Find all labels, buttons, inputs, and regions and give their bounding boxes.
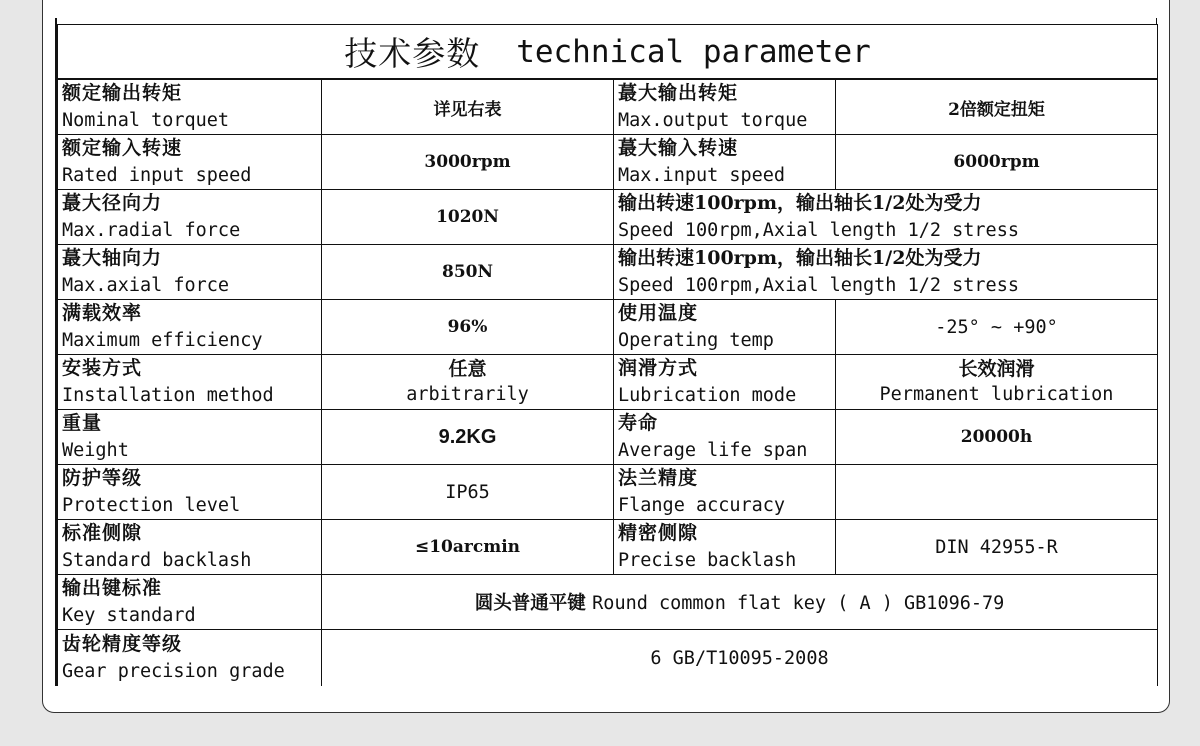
param-label: 防护等级 Protection level — [58, 465, 322, 520]
param-label: 寿命 Average life span — [614, 410, 836, 465]
param-note: 输出转速100rpm，输出轴长1/2处为受力 Speed 100rpm,Axial length 1/2 stress — [614, 190, 1158, 245]
parameter-table — [57, 79, 1158, 686]
param-label: 额定输出转矩 Nominal torquet — [58, 80, 322, 135]
table-row — [58, 575, 1158, 630]
param-label: 使用温度 Operating temp — [614, 300, 836, 355]
table-row — [58, 135, 1158, 190]
param-label: 标准侧隙 Standard backlash — [58, 520, 322, 575]
table-row — [58, 410, 1158, 465]
param-value: 96% — [322, 300, 614, 355]
param-label: 齿轮精度等级 Gear precision grade — [58, 630, 322, 687]
param-label: 额定输入转速 Rated input speed — [58, 135, 322, 190]
param-value: 3000rpm — [322, 135, 614, 190]
param-value: 详见右表 — [322, 80, 614, 135]
param-label: 润滑方式 Lubrication mode — [614, 355, 836, 410]
table-row — [58, 355, 1158, 410]
param-value: DIN 42955-R — [836, 520, 1158, 575]
title-chinese: 技术参数 — [344, 34, 481, 73]
param-label: 重量 Weight — [58, 410, 322, 465]
param-value — [836, 465, 1158, 520]
param-label: 蕞大轴向力 Max.axial force — [58, 245, 322, 300]
table-row — [58, 190, 1158, 245]
table-row — [58, 465, 1158, 520]
param-value: 6000rpm — [836, 135, 1158, 190]
param-label: 安装方式 Installation method — [58, 355, 322, 410]
param-label: 蕞大输入转速 Max.input speed — [614, 135, 836, 190]
table-row — [58, 520, 1158, 575]
table-row — [58, 245, 1158, 300]
param-value: 20000h — [836, 410, 1158, 465]
param-label: 满载效率 Maximum efficiency — [58, 300, 322, 355]
table-row — [58, 300, 1158, 355]
sheet-title — [57, 24, 1158, 79]
param-label: 输出键标准 Key standard — [58, 575, 322, 630]
param-value: 1020N — [322, 190, 614, 245]
param-value: 圆头普通平键 Round common flat key ( A ) GB1096-79 — [322, 575, 1158, 630]
param-value: 2倍额定扭矩 — [836, 80, 1158, 135]
title-english: technical parameter — [516, 33, 871, 70]
parameter-sheet — [57, 24, 1158, 686]
table-row — [58, 630, 1158, 687]
param-value: IP65 — [322, 465, 614, 520]
table-row — [58, 80, 1158, 135]
param-label: 蕞大输出转矩 Max.output torque — [614, 80, 836, 135]
param-value: 850N — [322, 245, 614, 300]
param-label: 精密侧隙 Precise backlash — [614, 520, 836, 575]
param-value: 任意 arbitrarily — [322, 355, 614, 410]
param-value: 长效润滑 Permanent lubrication — [836, 355, 1158, 410]
param-label: 蕞大径向力 Max.radial force — [58, 190, 322, 245]
param-label: 法兰精度 Flange accuracy — [614, 465, 836, 520]
param-note: 输出转速100rpm，输出轴长1/2处为受力 Speed 100rpm,Axial length 1/2 stress — [614, 245, 1158, 300]
param-value: 9.2KG — [322, 410, 614, 465]
param-value: 6 GB/T10095-2008 — [322, 630, 1158, 687]
param-value: -25° ~ +90° — [836, 300, 1158, 355]
param-value: ≤10arcmin — [322, 520, 614, 575]
